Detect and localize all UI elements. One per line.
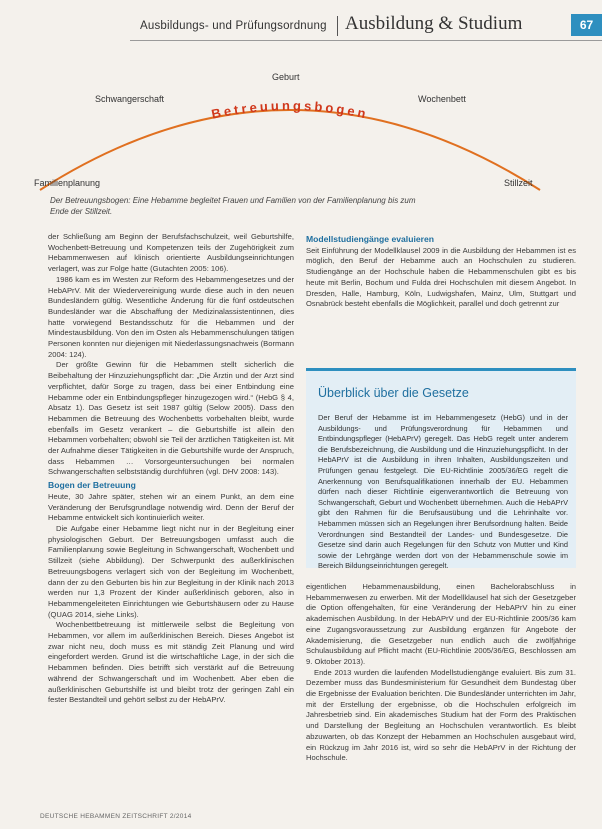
- label-familienplanung: Familienplanung: [34, 178, 101, 188]
- section-label: Ausbildungs- und Prüfungsordnung: [140, 20, 327, 32]
- header-divider: [337, 16, 338, 36]
- paragraph: eigentlichen Hebammenausbildung, einen Bachelorabschluss in Hebammenwesen zu erwerben. Mit der Modellklausel hat sich der Gesetzgeber die Option offengehalten, für eine Veränderung der HebAPrV hin zu einer akademischen Ausbildung. In der HebAPrV und der EU-Richtlinie 2005/36 kam eine Zugangsvoraussetzung zur Ausbildung ergänzen für Angebote der Akademisierung, die Gesetzgeber nun endlich auch die zwölfjährige Schulausbildung auf Pflicht macht (EU-Richtlinie 2005/36/EG, Beschlossen am 9. Oktober 2013).: [306, 582, 576, 666]
- subheading-bogen: Bogen der Betreuung: [48, 480, 136, 491]
- arc-title: Betreuungsbogen: [210, 97, 370, 122]
- page-footer: DEUTSCHE HEBAMMEN ZEITSCHRIFT 2/2014: [40, 813, 192, 820]
- paragraph: Ende 2013 wurden die laufenden Modellstudiengänge evaluiert. Bis zum 31. Dezember muss das Bundesministerium für Gesundheit dem Bundestag über die Ergebnisse der Evaluation berichten. Die Bundesländer unterrichten im Jahr, mit der Erstellung der ergebnisse, ob die Hochschulen erfolgreich im Jahresbetrieb sind. Ein akademisches Studium hat der Form des Praktischen und Darstellung der Begleitung an Hochschulen verantwortlich. Es bleibt abzuwarten, ob das Konzept der Hebammen an Hochschulen ausgebaut wird, ein Rückzug im Jahr 2016 ist, wird so sehr die HebAPrV in der Richtung der Hochschule.: [306, 667, 576, 763]
- paragraph: Seit Einführung der Modellklausel 2009 in die Ausbildung der Hebammen ist es möglich, den Beruf der Hebamme auch an Hochschulen zu studieren. Studiengänge an der Hochschule haben die Hebammenschulen gibt es bis heute mit Berlin, Bochum und Fulda drei Hochschulen mit diesem Angebot. In Dresden, Halle, Hamburg, Köln, Ludwigshafen, Mainz, Ulm, Stuttgart und Osnabrück besteht ebenfalls die Möglichkeit, parallel und doch getrennt zur: [306, 245, 576, 309]
- label-stillzeit: Stillzeit: [504, 178, 533, 188]
- label-schwangerschaft: Schwangerschaft: [95, 94, 165, 104]
- paragraph: Die Aufgabe einer Hebamme liegt nicht nur in der Begleitung einer physiologischen Geburt. Der Betreuungsbogen umfasst auch die Familienplanung sowie Begleitung in Schwangerschaft, Wochenbett und Stillzeit (siehe Abbildung). Der Schwerpunkt des außerklinischen Betreuungsbogens verlagert sich von der Begleitung im Wochenbett, dann der zu den Geburten bis hin zur Begleitung in der Klinik nach 2013 werden nur 1,3 Prozent der Kinder außerklinisch geboren, also in Hebammengeleiteten Einrichtungen wie Geburtshäusern oder zu Hause (QUAG 2014, siehe Links).: [48, 523, 294, 619]
- law-overview-box: [306, 368, 576, 571]
- side-credit: [548, 60, 558, 190]
- label-wochenbett: Wochenbett: [418, 94, 466, 104]
- care-arc: [40, 110, 540, 190]
- paragraph: Heute, 30 Jahre später, stehen wir an einem Punkt, an dem eine Veränderung der Berufsgrundlage notwendig wird. Denn der Beruf der Hebamme entwickelt sich kontinuierlich weiter.: [48, 491, 294, 523]
- box-accent-bar: [306, 368, 576, 371]
- paragraph: 1986 kam es im Westen zur Reform des Hebammengesetzes und der HebAPrV. Mit der Wiedervereinigung wurde diese auch in den neuen Bundesländern gültig. Wesentliche Änderung für die fünf ostdeutschen Bundesländer war die Abschaffung der Medizinalassistentinnen, dies hatte vorwiegend Bestandsschutz für die Hebammen und der Mindestausbildung. Von den im Osten als Hebammenschulungen tätigen Personen konnten nur diejenigen mit Niederlassungsnachweis (Bormann 2004: 124).: [48, 274, 294, 359]
- figure-caption: Der Betreuungsbogen: Eine Hebamme begleitet Frauen und Familien von der Familienplanung bis zum Ende der Stillzeit.: [50, 196, 416, 216]
- svg-text:Betreuungsbogen: [210, 98, 370, 122]
- left-column: [48, 232, 294, 706]
- paragraph: der Schließung am Beginn der Berufsfachschulzeit, weil Geburtshilfe, Wochenbett-Betreuung und Kompetenzen teils der Zugehörigkeit zum Hebammenwesen auf klinisch orientierte Ausbildungseinrichtungen verlagert, was zur Folge hatte (Gutachten 2005: 106).: [48, 232, 294, 274]
- paragraph: Der größte Gewinn für die Hebammen stellt sicherlich die Beibehaltung der Hinzuziehungspflicht dar: „Die Ärztin und der Arzt sind verpflichtet, dafür Sorge zu tragen, dass bei einer Entbindung eine Hebamme oder ein Entbindungspfleger hinzugezogen wird.“ (HebG § 4, Absatz 1). Das Gesetz ist seit 1987 gültig (Selow 2005). Dass den Hebammen die Betreuung des Wochenbetts vorbehalten bleibt, wurde ebenfalls im Gesetz verankert – die Geburtshilfe ist allein den Hebammen vorbehalten; obwohl sie Teil der ärztlichen Tätigkeiten ist. Mit der Aufnahme dieser Tätigkeiten in die Geburtshilfe wurde der Anspruch, dass Hebammen … Vorsorgeuntersuchungen bei normalen Schwangerschaften selbstständig durchführen (vgl. DHV 2008: 143).: [48, 360, 294, 477]
- section-title: Ausbildung & Studium: [345, 13, 523, 34]
- right-column-bottom: [306, 582, 576, 764]
- page-header: [0, 0, 602, 40]
- box-title: Überblick über die Gesetze: [318, 386, 469, 400]
- betreuungsbogen-diagram: [30, 60, 550, 200]
- paragraph: Wochenbettbetreuung ist mittlerweile selbst die Begleitung von Hebammen, vor allem im außerklinischen Bereich. Dieses Angebot ist zwar nicht neu, doch muss es mit ständig Zeit Planung und wird eingefordert werden. Grund ist die wirtschaftliche Lage, in der sich die Hebammen befinden. Dies betrifft sich verstärkt auf die Betreuung während der Schwangerschaft und im Wochenbett. Aber eben die außerklinischen Geburtshilfe ist und bleibt trotz der geringen Zahl ein fester Bestandteil und gehört selbst zu der HebAPrV.: [48, 620, 294, 705]
- box-text: Der Beruf der Hebamme ist im Hebammengesetz (HebG) und in der Ausbildungs- und Prüfungsverordnung für Hebammen und Entbindungspfleger (HebAPrV) geregelt. Das HebG regelt unter anderem die Berufsbezeichnung, die Ausbildung und die Hinzuziehungspflicht. In der HebAPrV ist die Ausbildung in ihren Inhalten, Ausbildungszeiten und Prüfungen genau festgelegt. Die EU-Richtlinie 2005/36/EG regelt die Anerkennung von Berufsqualifikationen innerhalb der EU. Hebammen dürfen nach dieser Richtlinie eigenverantwortlich die Betreuung von Schwangerschaft, Geburt und Wochenbett übernehmen. Auch die HebAPrV gibt den Rahmen für die Berufsausübung und die Lehrinhalte vor. Hebammen müssen sich an Regelungen ihrer Berufsordnung halten. Beide Verordnungen sind Bestandteil der Landes- und Bundesgesetze. Die Gesetze sind darin auch Regelungen für den Schutz von Mutter und Kind sowie der Lehrgänge werden dort von der Hebammenschule sowie im Bereich Bildungseinrichtungen geregelt.: [318, 413, 568, 571]
- subheading-modell: Modellstudiengänge evaluieren: [306, 234, 434, 244]
- header-rule: [130, 40, 602, 41]
- label-geburt: Geburt: [272, 72, 300, 82]
- right-column-top: [306, 232, 576, 310]
- page-number: 67: [571, 14, 602, 36]
